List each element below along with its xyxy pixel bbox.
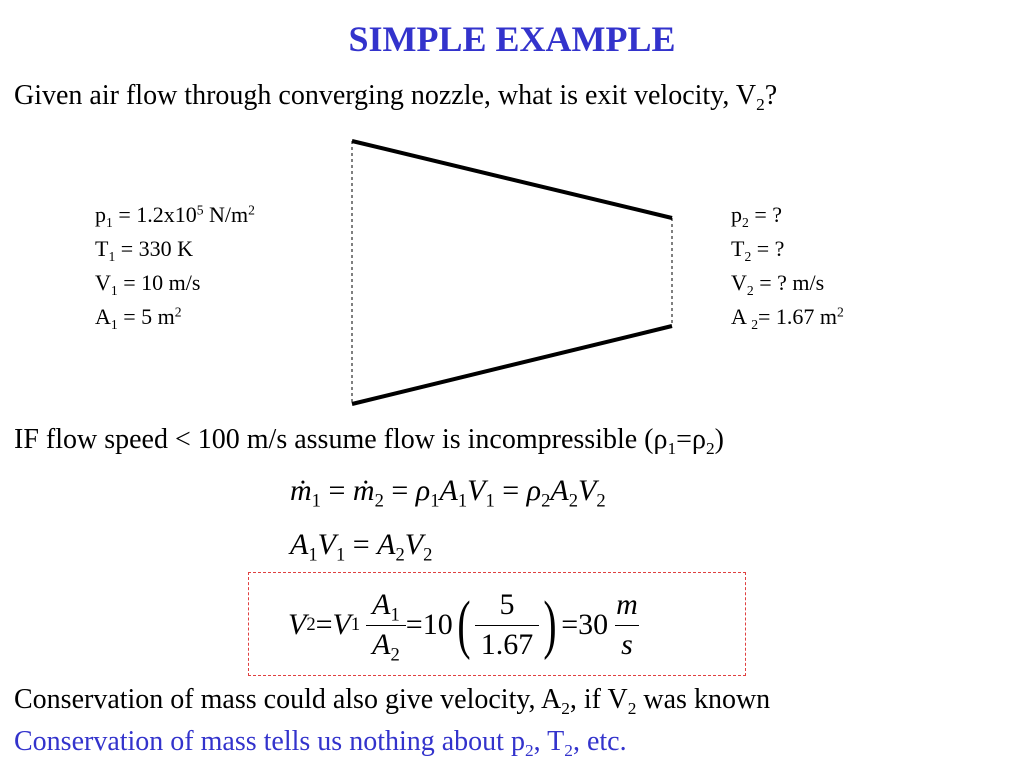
outlet-area: A $_2$= 1.67 $m^2$: [731, 304, 844, 332]
question-line: Given air flow through converging nozzle, what is exit velocity, $V_2$?: [14, 80, 778, 115]
velocity-result-equation: V 2 = V 1 $\frac{A_1}{A_2}$ = 10 ( $\frac{5}{1.67}$ ) = 30 $\frac{m}{s}$: [288, 580, 644, 670]
conclusion-line-2: Conservation of mass tells us nothing about $p_2$, $T_2$, etc.: [14, 726, 627, 761]
inlet-velocity: $V_1 = 10$ m/s: [95, 270, 201, 298]
area-ratio-fraction: $\frac{A_1}{A_2}$: [366, 588, 406, 662]
inlet-conditions: [95, 198, 255, 334]
inlet-area: $A_1 = 5$ $m^2$: [95, 304, 182, 332]
incompressible-assumption: IF flow speed < 100 m/s assume flow is incompressible $(\rho_1=\rho_2)$: [14, 424, 724, 459]
left-paren: (: [457, 588, 471, 661]
conclusion-line-1: Conservation of mass could also give velocity, $A_2$, if $V_2$ was known: [14, 684, 771, 719]
outlet-pressure: $p_2$ = ?: [731, 202, 782, 230]
unit-fraction: $\frac{m}{s}$: [616, 588, 638, 661]
nozzle-bottom-wall: [352, 326, 672, 404]
outlet-conditions: [731, 198, 844, 334]
nozzle-top-wall: [352, 141, 672, 218]
inlet-temperature: $T_1 = 330$ K: [95, 236, 194, 264]
outlet-velocity: $V_2$ = ? m/s: [731, 270, 825, 298]
page-title: SIMPLE EXAMPLE: [348, 19, 676, 59]
inlet-pressure: $p_1 = 1.2x10^5$ $N/m^2$: [95, 202, 255, 230]
mass-flow-equation: ṁ$_1$ = ṁ$_2$ = $\rho_1A_1V_1 = \rho_2A_2V_2$: [290, 474, 606, 512]
area-velocity-equation: $A_1V_1 = A_2V_2$: [290, 528, 433, 566]
right-paren: ): [543, 588, 557, 661]
outlet-temperature: $T_2$ = ?: [731, 236, 785, 264]
numeric-fraction: $\frac{5}{1.67}$: [475, 588, 540, 662]
